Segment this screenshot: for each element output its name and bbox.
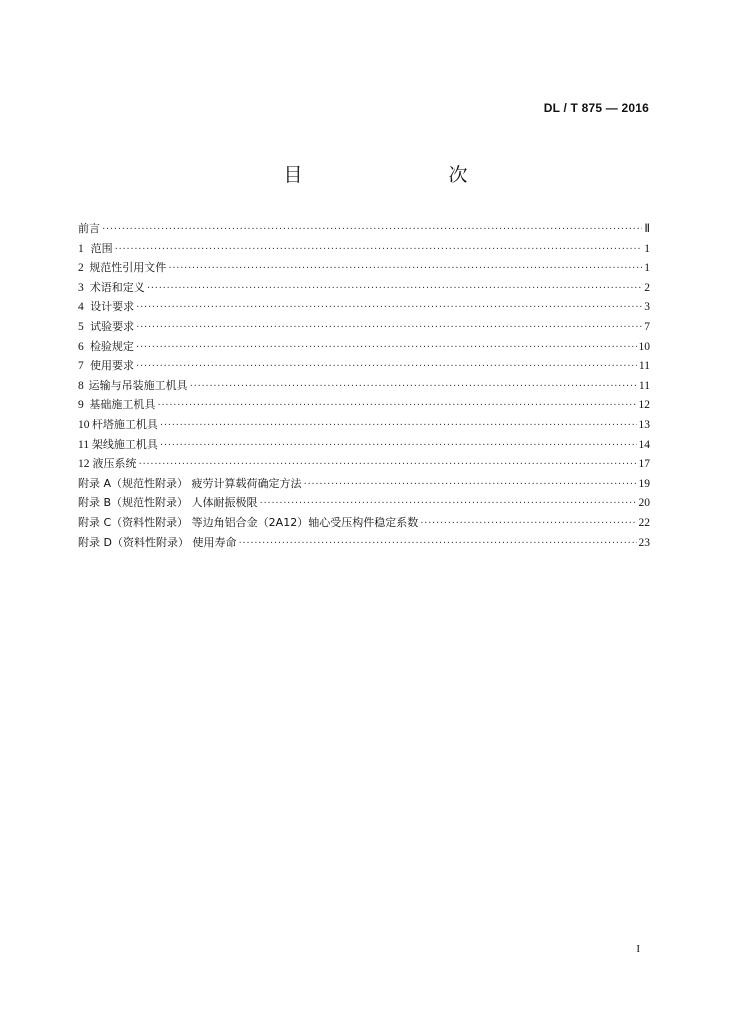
toc-entry-page: 22 [638, 516, 650, 529]
toc-leader-dots [168, 259, 642, 279]
toc-entry-page: 11 [638, 379, 650, 392]
toc-leader-dots [136, 298, 642, 318]
toc-entry-page: 17 [638, 458, 650, 471]
toc-entry-page: 3 [644, 301, 650, 314]
toc-entry-10[interactable] [78, 415, 650, 435]
toc-entry-page: 19 [638, 477, 650, 490]
toc-entry-page: 12 [638, 399, 650, 412]
toc-entry-label: 试验要求 [90, 319, 135, 333]
toc-entry-label: 附录 C（资料性附录） 等边角铝合金（2A12）轴心受压构件稳定系数 [78, 515, 419, 529]
page-number: I [636, 943, 640, 955]
toc-entry-12[interactable] [78, 454, 650, 474]
toc-entry-label: 附录 B（规范性附录） 人体耐振极限 [78, 496, 258, 510]
toc-entry-label: 术语和定义 [89, 280, 145, 294]
toc-entry-7[interactable] [78, 356, 650, 376]
toc-entry-5[interactable] [78, 317, 650, 337]
toc-leader-dots [420, 514, 636, 534]
toc-leader-dots [136, 338, 637, 358]
toc-leader-dots [160, 416, 637, 436]
toc-entry-page: 11 [638, 360, 650, 373]
toc-leader-dots [136, 318, 642, 338]
toc-entry-appendix-a[interactable] [78, 474, 650, 494]
toc-leader-dots [139, 455, 637, 475]
toc-entry-label: 前言 [78, 222, 100, 235]
toc-entry-appendix-b[interactable] [78, 493, 650, 513]
toc-entry-appendix-c[interactable] [78, 513, 650, 533]
toc-entry-label: 使用要求 [89, 359, 134, 373]
toc-entry-11[interactable] [78, 435, 650, 455]
toc-leader-dots [136, 357, 637, 377]
toc-entry-label: 设计要求 [90, 300, 135, 314]
toc-entry-number: 4 [78, 301, 84, 314]
table-of-contents [78, 219, 650, 552]
toc-entry-page: 23 [638, 536, 650, 549]
toc-leader-dots [147, 279, 642, 299]
toc-entry-label: 检验规定 [89, 339, 134, 353]
toc-entry-4[interactable] [78, 297, 650, 317]
toc-leader-dots [160, 436, 637, 456]
toc-entry-label: 规范性引用文件 [89, 261, 167, 275]
toc-entry-label: 架线施工机具 [91, 437, 158, 451]
toc-entry-label: 运输与吊装施工机具 [88, 378, 188, 392]
toc-leader-dots [260, 494, 637, 514]
toc-entry-6[interactable] [78, 337, 650, 357]
toc-entry-number: 2 [78, 262, 84, 275]
toc-entry-number: 9 [78, 399, 84, 412]
toc-entry-2[interactable] [78, 258, 650, 278]
toc-leader-dots [102, 220, 642, 240]
toc-leader-dots [304, 475, 637, 495]
toc-entry-number: 12 [78, 458, 90, 471]
toc-entry-foreword[interactable] [78, 219, 650, 239]
toc-entry-number: 7 [78, 360, 84, 373]
toc-entry-label: 附录 D（资料性附录） 使用寿命 [78, 535, 237, 549]
toc-entry-number: 11 [78, 438, 90, 451]
toc-entry-1[interactable] [78, 239, 650, 259]
toc-entry-number: 6 [78, 340, 84, 353]
toc-entry-page: 2 [644, 281, 650, 294]
toc-leader-dots [238, 534, 636, 554]
toc-entry-number: 5 [78, 320, 84, 333]
toc-leader-dots [115, 240, 643, 260]
toc-entry-number: 1 [78, 242, 84, 255]
toc-entry-9[interactable] [78, 395, 650, 415]
toc-entry-page: 1 [644, 242, 650, 255]
toc-entry-label: 杆塔施工机具 [91, 417, 158, 431]
standard-code: DL / T 875 — 2016 [543, 101, 649, 115]
toc-entry-page: 13 [638, 418, 650, 431]
toc-entry-page: 14 [638, 438, 650, 451]
toc-entry-page: Ⅱ [644, 223, 650, 235]
toc-leader-dots [157, 396, 636, 416]
toc-entry-label: 液压系统 [92, 457, 137, 471]
toc-entry-3[interactable] [78, 278, 650, 298]
toc-entry-page: 20 [638, 497, 650, 510]
toc-entry-appendix-d[interactable] [78, 533, 650, 553]
toc-entry-label: 范围 [90, 241, 113, 255]
toc-entry-number: 10 [78, 418, 90, 431]
toc-entry-number: 8 [78, 379, 84, 392]
toc-entry-page: 10 [638, 340, 650, 353]
toc-entry-number: 3 [78, 281, 84, 294]
toc-entry-label: 附录 A（规范性附录） 疲劳计算载荷确定方法 [78, 476, 302, 490]
toc-entry-8[interactable] [78, 376, 650, 396]
toc-entry-label: 基础施工机具 [89, 398, 156, 412]
toc-leader-dots [190, 377, 637, 397]
toc-entry-page: 7 [644, 320, 650, 333]
toc-entry-page: 1 [644, 262, 650, 275]
page-title: 目 次 [283, 164, 504, 186]
